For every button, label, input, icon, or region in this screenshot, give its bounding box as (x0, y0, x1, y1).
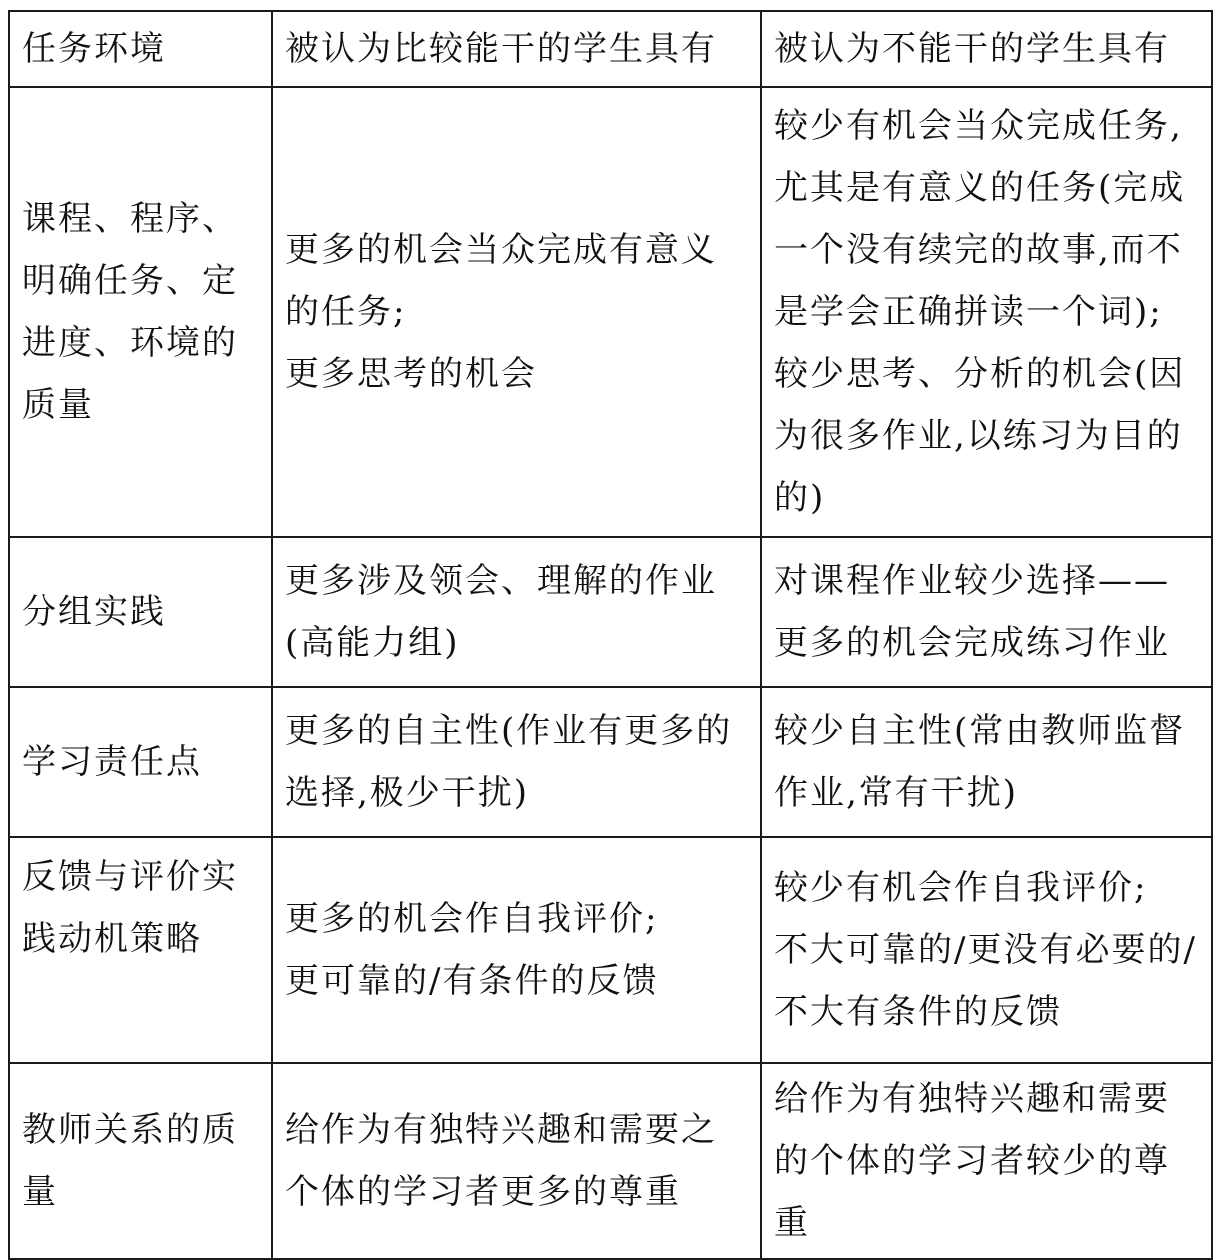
cell-text: 较少有机会当众完成任务,尤其是有意义的任务(完成一个没有续完的故事,而不是学会正确拼读一个词); (774, 106, 1186, 332)
cell-text: 反馈与评价实践动机策略 (22, 857, 238, 959)
table-row (9, 87, 1212, 537)
cell-text: 给作为有独特兴趣和需要之个体的学习者更多的尊重 (285, 1110, 717, 1212)
cell-less-capable (761, 687, 1212, 837)
cell-capable (272, 537, 761, 687)
cell-text: 教师关系的质量 (22, 1110, 238, 1212)
comparison-table (8, 10, 1213, 1260)
cell-capable (272, 87, 761, 537)
cell-less-capable (761, 537, 1212, 687)
cell-text: 更多的机会作自我评价; (285, 899, 659, 939)
cell-text: 课程、程序、明确任务、定进度、环境的质量 (22, 199, 238, 425)
cell-text: 较少有机会作自我评价; (774, 868, 1148, 908)
header-less-capable-students: 被认为不能干的学生具有 (761, 11, 1212, 87)
header-capable-students: 被认为比较能干的学生具有 (272, 11, 761, 87)
table-row (9, 537, 1212, 687)
table-header-row (9, 11, 1212, 87)
cell-less-capable (761, 87, 1212, 537)
cell-text: 学习责任点 (22, 742, 202, 782)
cell-environment (9, 87, 272, 537)
cell-text: 更可靠的/有条件的反馈 (285, 961, 659, 1001)
cell-capable (272, 687, 761, 837)
cell-environment (9, 687, 272, 837)
cell-text: 不大可靠的/更没有必要的/不大有条件的反馈 (774, 930, 1197, 1032)
cell-text: 更多的机会当众完成有意义的任务; (285, 230, 717, 332)
table-row (9, 837, 1212, 1063)
cell-less-capable (761, 837, 1212, 1063)
header-task-environment: 任务环境 (9, 11, 272, 87)
cell-capable (272, 837, 761, 1063)
cell-text: 更多的自主性(作业有更多的选择,极少干扰) (285, 711, 733, 813)
table-row (9, 687, 1212, 837)
cell-text: 更多涉及领会、理解的作业(高能力组) (285, 561, 717, 663)
cell-text: 较少自主性(常由教师监督作业,常有干扰) (774, 711, 1186, 813)
cell-text: 给作为有独特兴趣和需要的个体的学习者较少的尊重 (774, 1079, 1170, 1243)
cell-environment (9, 537, 272, 687)
cell-text: 较少思考、分析的机会(因为很多作业,以练习为目的的) (774, 354, 1186, 518)
cell-text: 更多思考的机会 (285, 354, 537, 394)
cell-environment (9, 837, 272, 1063)
cell-text: 分组实践 (22, 592, 166, 632)
cell-text: 对课程作业较少选择——更多的机会完成练习作业 (774, 561, 1170, 663)
